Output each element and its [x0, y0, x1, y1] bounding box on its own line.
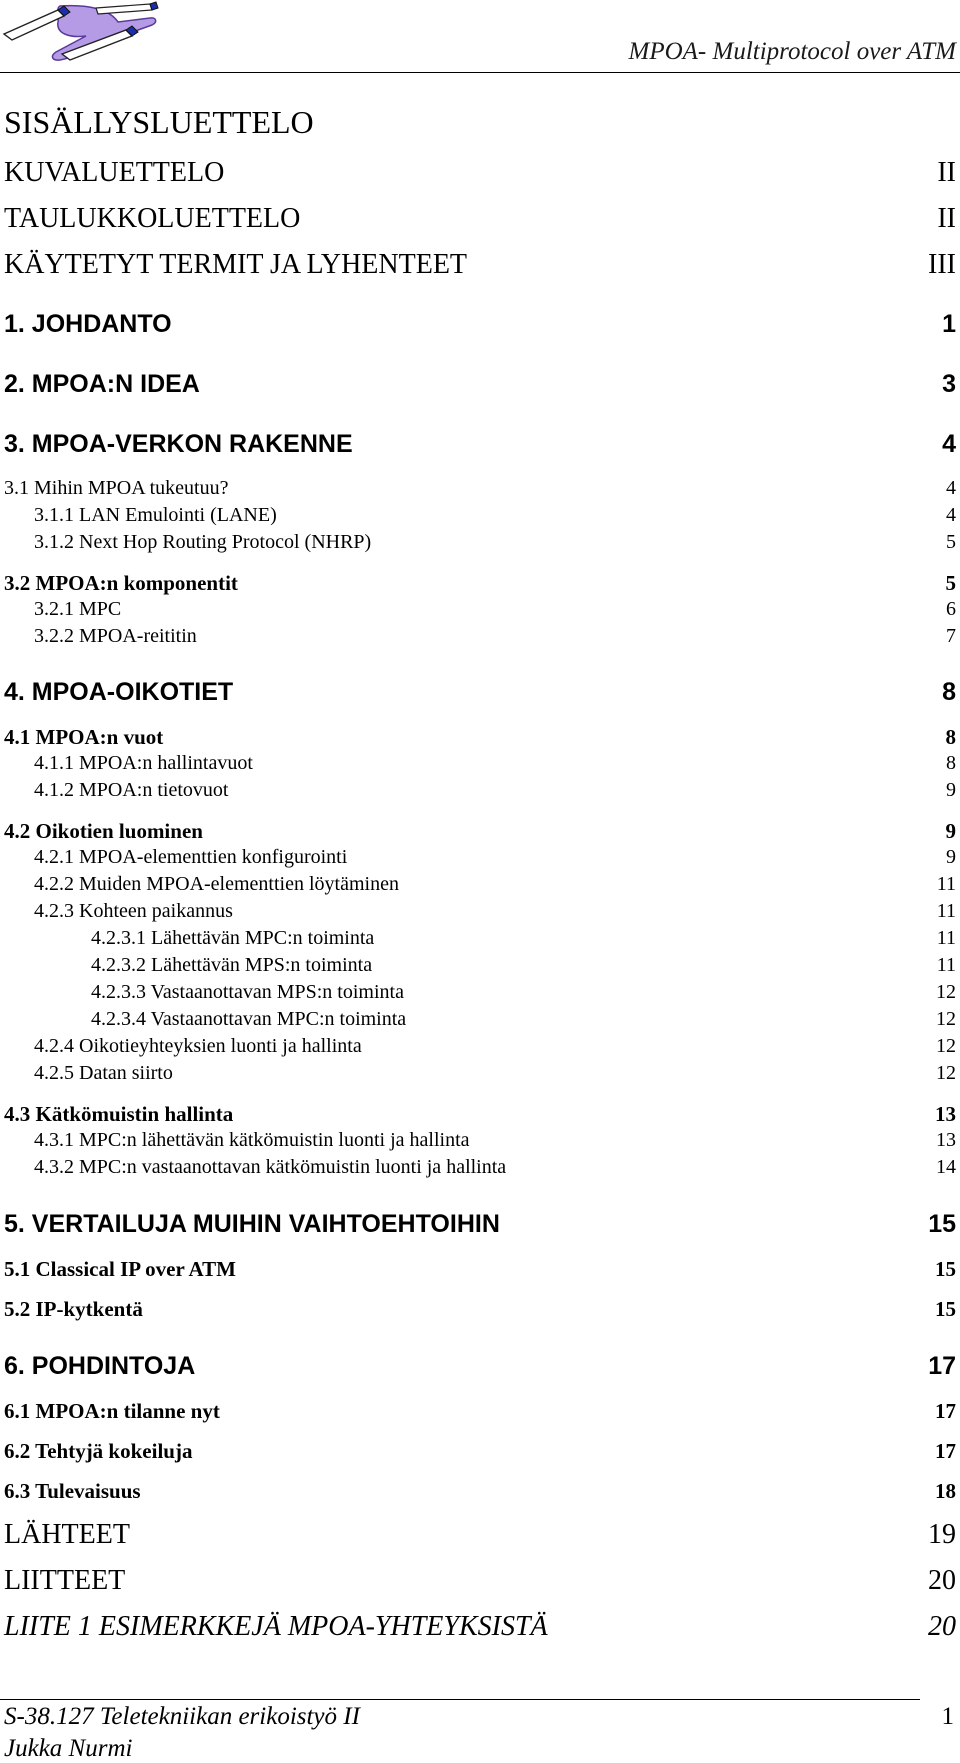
toc-entry[interactable] — [4, 1352, 956, 1381]
toc-entry-page: 15 — [935, 1297, 956, 1321]
toc-entry-page: 17 — [935, 1439, 956, 1463]
toc-entry-page: 12 — [936, 1062, 956, 1084]
toc-entry[interactable] — [4, 310, 956, 339]
toc-entry-page: 9 — [945, 819, 956, 843]
toc-entry-label: 4.1 MPOA:n vuot — [4, 725, 164, 749]
toc-entry[interactable] — [4, 1257, 956, 1282]
toc-entry-page: 20 — [928, 1611, 956, 1642]
toc-entry-page: 4 — [946, 504, 956, 526]
toc-entry[interactable] — [34, 779, 956, 802]
toc-entry-page: 12 — [936, 1008, 956, 1030]
toc-entry[interactable] — [4, 1479, 956, 1504]
toc-entry-label: 4.3 Kätkömuistin hallinta — [4, 1102, 234, 1126]
toc-entry-label: 4.2.3.2 Lähettävän MPS:n toiminta — [91, 954, 373, 976]
toc-entry[interactable] — [4, 1399, 956, 1424]
toc-entry-page: 8 — [942, 678, 956, 706]
toc-entry-label: 4.3.1 MPC:n lähettävän kätkömuistin luonti ja hallinta — [34, 1129, 470, 1151]
toc-entry-page: 6 — [946, 598, 956, 620]
page-number: 1 — [941, 1703, 954, 1730]
toc-entry[interactable] — [4, 1297, 956, 1322]
toc-entry-page: 4 — [942, 430, 956, 458]
toc-entry-page: 17 — [935, 1399, 956, 1423]
toc-entry-label: 3.2.1 MPC — [34, 598, 122, 620]
toc-entry-label: 3.1.1 LAN Emulointi (LANE) — [34, 504, 277, 526]
toc-entry-label: 2. MPOA:N IDEA — [4, 370, 200, 398]
toc-entry-label: 4.1.1 MPOA:n hallintavuot — [34, 752, 253, 774]
toc-entry-label: 4.2.3.4 Vastaanottavan MPC:n toiminta — [91, 1008, 407, 1030]
toc-entry-label: 3.2 MPOA:n komponentit — [4, 571, 238, 595]
toc-entry[interactable] — [34, 504, 956, 527]
toc-entry[interactable] — [4, 819, 956, 844]
toc-entry-page: 19 — [928, 1519, 956, 1550]
toc-entry-page: 7 — [946, 625, 956, 647]
toc-entry-page: 14 — [936, 1156, 956, 1178]
toc-entry[interactable] — [4, 1611, 956, 1643]
toc-entry-page: 5 — [945, 571, 956, 595]
toc-entry[interactable] — [4, 1565, 956, 1597]
toc-entry-page: 4 — [946, 477, 956, 499]
toc-entry-label: 5.1 Classical IP over ATM — [4, 1257, 236, 1281]
toc-entry-page: 12 — [936, 1035, 956, 1057]
toc-entry[interactable] — [4, 1439, 956, 1464]
toc-entry-page: 13 — [936, 1129, 956, 1151]
toc-entry[interactable] — [91, 954, 956, 977]
toc-entry[interactable] — [4, 571, 956, 596]
toc-entry-label: 6.3 Tulevaisuus — [4, 1479, 141, 1503]
toc-entry-page: 11 — [936, 927, 956, 949]
toc-entry-label: LÄHTEET — [4, 1519, 130, 1550]
toc-entry-page: 15 — [928, 1210, 956, 1238]
toc-entry-label: 3. MPOA-VERKON RAKENNE — [4, 430, 353, 458]
toc-entry[interactable] — [4, 249, 956, 281]
toc-entry-page: 11 — [936, 900, 956, 922]
toc-entry[interactable] — [4, 203, 956, 235]
footer-divider — [0, 1699, 920, 1700]
toc-entry[interactable] — [91, 1008, 956, 1031]
toc-entry-page: 8 — [946, 752, 956, 774]
toc-entry-label: 4.2.2 Muiden MPOA-elementtien löytäminen — [34, 873, 399, 895]
toc-entry[interactable] — [4, 157, 956, 189]
toc-entry[interactable] — [34, 531, 956, 554]
toc-entry-label: 1. JOHDANTO — [4, 310, 172, 338]
toc-entry[interactable] — [34, 846, 956, 869]
toc-entry[interactable] — [34, 1062, 956, 1085]
toc-entry[interactable] — [4, 430, 956, 459]
toc-entry-label: 3.2.2 MPOA-reititin — [34, 625, 197, 647]
toc-entry[interactable] — [4, 1519, 956, 1551]
toc-entry-label: LIITE 1 ESIMERKKEJÄ MPOA-YHTEYKSISTÄ — [4, 1611, 548, 1642]
toc-entry-label: 4.2.3.3 Vastaanottavan MPS:n toiminta — [91, 981, 404, 1003]
toc-entry-page: 17 — [928, 1352, 956, 1380]
toc-entry-page: 18 — [935, 1479, 956, 1503]
toc-entry-label: 6.1 MPOA:n tilanne nyt — [4, 1399, 220, 1423]
toc-entry-page: 11 — [936, 873, 956, 895]
toc-entry-label: 4.2.3 Kohteen paikannus — [34, 900, 233, 922]
toc-entry-label: 4.2.1 MPOA-elementtien konfigurointi — [34, 846, 348, 868]
footer-course: S-38.127 Teletekniikan erikoistyö II — [4, 1703, 360, 1730]
toc-entry[interactable] — [34, 873, 956, 896]
toc-entry-page: II — [937, 203, 956, 234]
toc-entry[interactable] — [34, 752, 956, 775]
toc-entry-label: KÄYTETYT TERMIT JA LYHENTEET — [4, 249, 468, 280]
toc-entry-page: 13 — [935, 1102, 956, 1126]
toc-entry-label: 4.3.2 MPC:n vastaanottavan kätkömuistin luonti ja hallinta — [34, 1156, 507, 1178]
toc-entry[interactable] — [4, 1210, 956, 1239]
toc-entry-page: 12 — [936, 981, 956, 1003]
toc-entry[interactable] — [34, 900, 956, 923]
toc-entry-label: 5. VERTAILUJA MUIHIN VAIHTOEHTOIHIN — [4, 1210, 500, 1238]
toc-entry[interactable] — [4, 678, 956, 707]
toc-entry-label: 4.2 Oikotien luominen — [4, 819, 203, 843]
toc-entry-label: KUVALUETTELO — [4, 157, 225, 188]
toc-entry-label: 4.2.3.1 Lähettävän MPC:n toiminta — [91, 927, 375, 949]
toc-entry[interactable] — [91, 981, 956, 1004]
toc-entry-page: 20 — [928, 1565, 956, 1596]
toc-entry[interactable] — [4, 370, 956, 399]
toc-entry-label: 3.1.2 Next Hop Routing Protocol (NHRP) — [34, 531, 372, 553]
toc-entry[interactable] — [34, 1156, 956, 1179]
toc-entry-page: 3 — [942, 370, 956, 398]
toc-entry-page: III — [928, 249, 956, 280]
toc-entry-label: 4. MPOA-OIKOTIET — [4, 678, 234, 706]
toc-entry-label: 4.2.5 Datan siirto — [34, 1062, 173, 1084]
toc-entry-label: TAULUKKOLUETTELO — [4, 203, 301, 234]
toc-entry[interactable] — [34, 1035, 956, 1058]
toc-entry-label: LIITTEET — [4, 1565, 126, 1596]
toc-entry-page: 9 — [946, 779, 956, 801]
toc-entry-page: II — [937, 157, 956, 188]
toc-entry-page: 1 — [942, 310, 956, 338]
toc-entry[interactable] — [34, 625, 956, 648]
toc-entry-page: 5 — [946, 531, 956, 553]
toc-entry-label: 4.1.2 MPOA:n tietovuot — [34, 779, 229, 801]
header-title: MPOA- Multiprotocol over ATM — [628, 38, 956, 65]
toc-entry-label: 3.1 Mihin MPOA tukeutuu? — [4, 477, 229, 499]
toc-title-text: SISÄLLYSLUETTELO — [4, 104, 314, 140]
footer-author: Jukka Nurmi — [4, 1735, 133, 1762]
toc-entry[interactable] — [34, 1129, 956, 1152]
toc-entry-label: 6. POHDINTOJA — [4, 1352, 196, 1380]
toc-entry[interactable] — [4, 1102, 956, 1127]
toc-entry-page: 15 — [935, 1257, 956, 1281]
toc-entry[interactable] — [34, 598, 956, 621]
toc-entry[interactable] — [4, 725, 956, 750]
toc-entry-page: 9 — [946, 846, 956, 868]
toc-entry[interactable] — [91, 927, 956, 950]
toc-entry-label: 6.2 Tehtyjä kokeiluja — [4, 1439, 193, 1463]
toc-entry-label: 5.2 IP-kytkentä — [4, 1297, 143, 1321]
toc-entry-label: 4.2.4 Oikotieyhteyksien luonti ja hallinta — [34, 1035, 362, 1057]
toc-entry-page: 8 — [945, 725, 956, 749]
toc-entry[interactable] — [4, 477, 956, 500]
toc-entry-page: 11 — [936, 954, 956, 976]
